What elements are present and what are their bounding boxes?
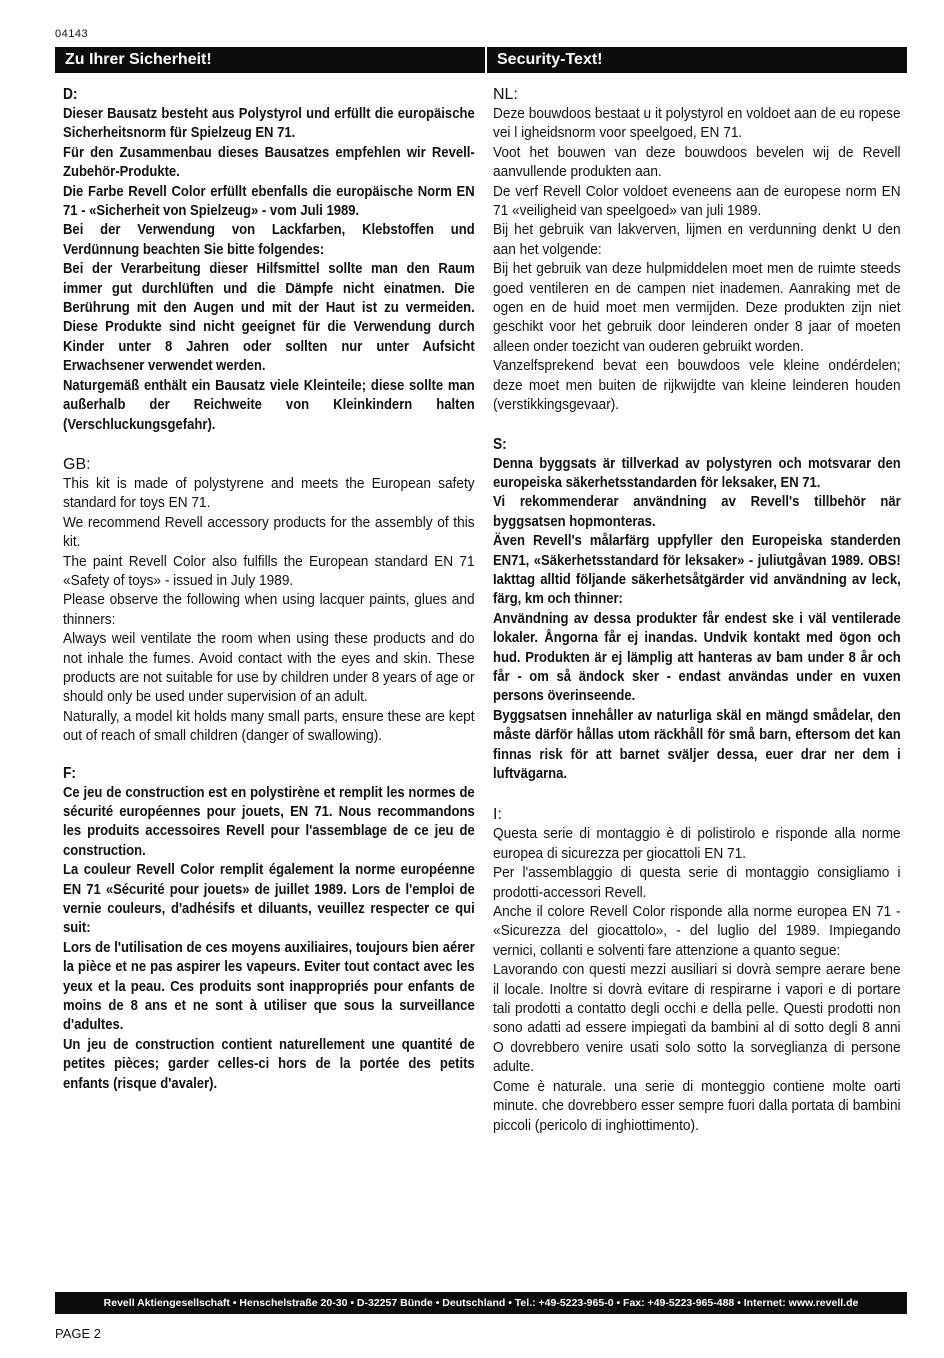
paragraph: Vi rekommenderar användning av Revell's tillbehör när byggsatsen hopmonteras. [493, 493, 901, 530]
document-number: 04143 [55, 28, 89, 40]
paragraph: Für den Zusammenbau dieses Bausatzes empfehlen wir Revell-Zubehör-Produkte. [63, 143, 475, 181]
section-heading: S: [493, 435, 507, 453]
left-column [63, 85, 475, 1093]
paragraph: Un jeu de construction contient naturellement une quantité de petites pièces; garder celles-ci hors de la portée des petits enfants (risque d'avaler). [63, 1035, 475, 1092]
section-nl [493, 85, 901, 415]
section-heading: D: [63, 86, 78, 103]
header-right-title: Security-Text! [487, 47, 907, 73]
section-heading: GB: [63, 455, 91, 473]
paragraph: Die Farbe Revell Color erfüllt ebenfalls die europäische Norm EN 71 - «Sicherheit von Spielzeug» - vom Juli 1989. [63, 182, 475, 220]
paragraph: Byggsatsen innehåller av naturliga skäl en mängd smådelar, den måste därför hållas utom räckhåll för små barn, eftersom det kan finnas risk för att barnet sväljer dessa, euer drar ner dem i luftvägarna. [493, 706, 901, 782]
paragraph: Lavorando con questi mezzi ausiliari si dovrà sempre aerare bene il locale. Inoltre si dovrà evitare di respirarne i vapori e di portare tali prodotti a contatto degli occhi e della pelle. Questi prodotti non sono adatti ad essere impiegati da bambini al di sotto degli 8 anni O dovrebbero venire usati solo sotto la sorveglianza di persone adulte. [493, 961, 901, 1076]
paragraph: Come è naturale. una serie di monteggio contiene molte oarti minute. che dovrebbero esser sempre fuori dalla portata di bambini piccoli (pericolo di inghiottimento). [493, 1077, 901, 1134]
paragraph: Vanzelfsprekend bevat een bouwdoos vele kleine ondérdelen; deze moet men buiten de rijkwijdte van kleine leinderen houden (verstikkingsgevaar). [493, 357, 901, 414]
paragraph: De verf Revell Color voldoet eveneens aan de europese norm EN 71 «veiligheid van speelgoed» van juli 1989. [493, 182, 901, 220]
paragraph: This kit is made of polystyrene and meets the European safety standard for toys EN 71. [63, 474, 475, 512]
section-heading: NL: [493, 86, 518, 103]
paragraph: Voot het bouwen van deze bouwdoos bevelen wij de Revell aanvullende produkten aan. [493, 143, 901, 181]
paragraph: Bij het gebruik van lakverven, lijmen en verdunning denkt U den aan het volgende: [493, 221, 901, 258]
paragraph: Deze bouwdoos bestaat u it polystyrol en voldoet aan de eu ropese vei l igheidsnorm voor speelgoed, EN 71. [493, 105, 901, 142]
paragraph: Per l'assemblaggio di questa serie di montaggio consigliamo i prodotti-accessori Revell. [493, 864, 901, 901]
right-column [493, 85, 901, 1135]
paragraph: La couleur Revell Color remplit également la norme européenne EN 71 «Sécurité pour jouets» de juillet 1989. Lors de l'emploi de vernie couleurs, d'adhésifs et diluants, veuillez respecter ce qui suit: [63, 861, 475, 937]
paragraph: Anche il colore Revell Color risponde alla norme europea EN 71 - «Sicurezza del giocattolo», - del luglio del 1989. Impiegando vernici, collanti e solventi fare attenzione a quanto segue: [493, 903, 901, 959]
paragraph: Dieser Bausatz besteht aus Polystyrol und erfüllt die europäische Sicherheitsnorm für Spielzeug EN 71. [63, 105, 475, 142]
paragraph: Naturally, a model kit holds many small parts, ensure these are kept out of reach of small children (danger of swallowing). [63, 707, 475, 745]
paragraph: The paint Revell Color also fulfills the European standard EN 71 «Safety of toys» - issued in July 1989. [63, 552, 475, 589]
paragraph: Ce jeu de construction est en polystirène et remplit les normes de sécurité européennes pour jouets, EN 71. Nous recommandons les produits accessoires Revell pour l'assemblage de ce jeu de construction. [63, 783, 475, 859]
paragraph: Även Revell's målarfärg uppfyller den Europeiska standerden EN71, «Säkerhetsstandard för leksaker» - juliutgåvan 1989. OBS! Iakttag alltid följande säkerhetsåtgärder vid användning av leck, färg, km och thinner: [493, 532, 901, 608]
footer-contact-bar: Revell Aktiengesellschaft • Henschelstraße 20-30 • D-32257 Bünde • Deutschland • Tel.: +49-5223-965-0 • Fax: +49-5223-965-488 • Internet: www.revell.de [55, 1292, 907, 1314]
section-de [63, 85, 475, 434]
section-heading: F: [63, 764, 76, 782]
section-fr [63, 764, 475, 1094]
paragraph: Bei der Verarbeitung dieser Hilfsmittel sollte man den Raum immer gut durchlüften und die Dämpfe nicht einatmen. Die Berührung mit den Augen und mit der Haut ist zu vermeiden. Diese Produkte sind nicht geeignet für die Verwendung durch Kinder unter 8 Jahren oder sollten nur unter Aufsicht Erwachsener verwendet werden. [63, 260, 475, 375]
paragraph: Please observe the following when using lacquer paints, glues and thinners: [63, 591, 475, 628]
header-left-title: Zu Ihrer Sicherheit! [55, 47, 485, 73]
paragraph: Questa serie di montaggio è di polistirolo e risponde alla norme europea di sicurezza per giocattoli EN 71. [493, 825, 901, 862]
section-gb [63, 455, 475, 746]
paragraph: Denna byggsats är tillverkad av polystyren och motsvarar den europeiska säkerhetsstandarden för leksaker, EN 71. [493, 454, 901, 491]
paragraph: Always weil ventilate the room when using these products and do not inhale the fumes. Avoid contact with the eyes and skin. These products are not suitable for use by children under 8 years of age or should only be used under supervision of an adult. [63, 630, 475, 706]
paragraph: Användning av dessa produkter får endest ske i väl ventilerade lokaler. Ångorna får ej inandas. Undvik kontakt med ögon och hud. Produkten är ej lämplig att hanteras av bam under 8 år och får - om så ändock sker - endast användas under en vuxen persons överinseende. [493, 609, 901, 705]
section-se [493, 435, 901, 784]
paragraph: Bij het gebruik van deze hulpmiddelen moet men de ruimte steeds goed ventileren en de campen niet inademen. Aanraking met de ogen en de huid moet men vermijden. Deze produkten zijn niet geschikt voor het gebruik door leinderen onder 8 jaar of moeten alleen onder toezicht van ouderen gebruikt worden. [493, 260, 901, 355]
paragraph: Lors de l'utilisation de ces moyens auxiliaires, toujours bien aérer la pièce et ne pas aspirer les vapeurs. Eviter tout contact avec les yeux et la peau. Ces produits sont inappropriés pour enfants de moins de 8 ans et ne sont à utiliser que sous la surveillance d'adultes. [63, 938, 475, 1034]
section-it [493, 805, 901, 1135]
section-heading: I: [493, 806, 502, 824]
page-number: PAGE 2 [55, 1326, 102, 1341]
paragraph: Bei der Verwendung von Lackfarben, Klebstoffen und Verdünnung beachten Sie bitte folgendes: [63, 221, 475, 258]
paragraph: Naturgemäß enthält ein Bausatz viele Kleinteile; diese sollte man außerhalb der Reichweite von Kleinkindern halten (Verschluckungsgefahr). [63, 376, 475, 433]
paragraph: We recommend Revell accessory products for the assembly of this kit. [63, 513, 475, 551]
